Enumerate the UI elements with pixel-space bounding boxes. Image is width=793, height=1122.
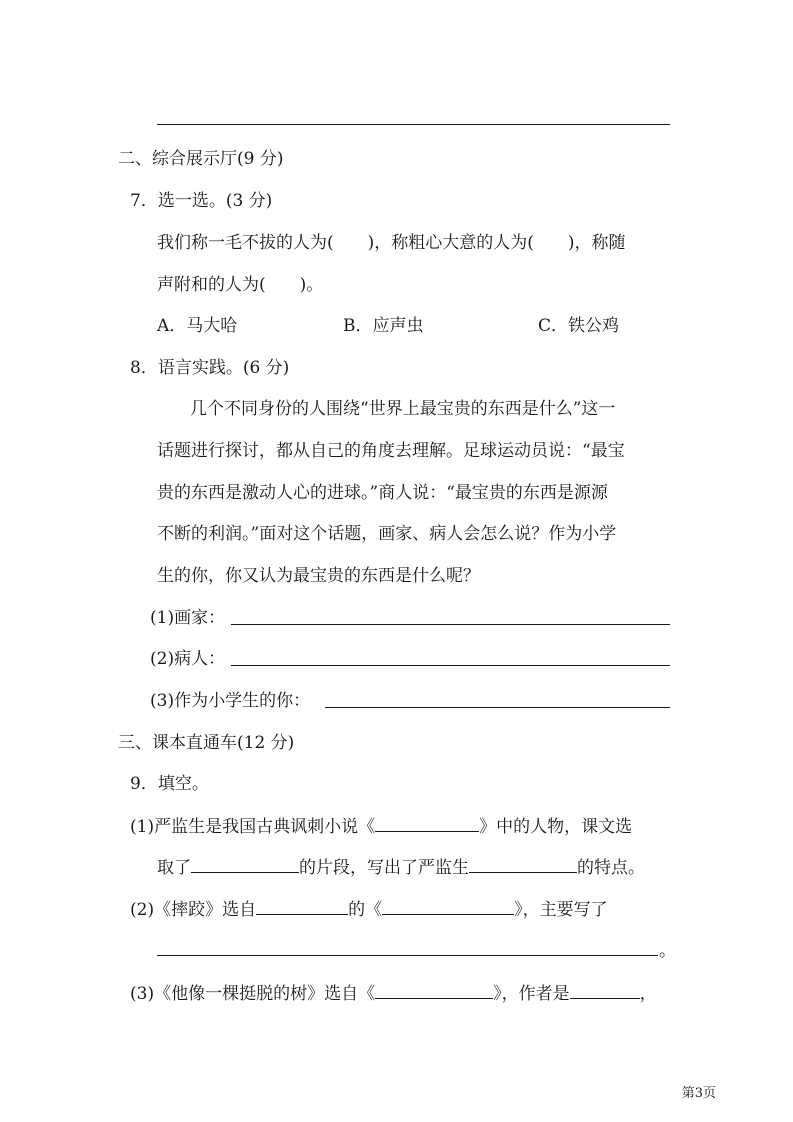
q9-p1-blank-trait[interactable]: [469, 856, 577, 873]
q9-p3-text-b: 》，作者是: [493, 984, 570, 1004]
q9-p2-blank-author[interactable]: [256, 898, 348, 915]
q8-paragraph-line: 不断的利润。”面对这个话题，画家、病人会怎么说？作为小学: [157, 524, 617, 544]
q7-option-a[interactable]: A．马大哈: [157, 316, 238, 336]
q7-text-b: )，称粗心大意的人为(: [367, 233, 534, 253]
q7-line2: [157, 274, 323, 296]
section2-heading: 二、综合展示厅(9 分): [118, 149, 284, 169]
q9-p2-end: 。: [659, 941, 676, 961]
q7-line1: [157, 232, 626, 254]
page-number: 第3页: [681, 1086, 716, 1101]
q9-p3-blank-book[interactable]: [375, 982, 493, 999]
q9-p2-blank-book[interactable]: [382, 898, 514, 915]
q8-paragraph-line: 话题进行探讨，都从自己的角度去理解。足球运动员说：“最宝: [157, 441, 625, 461]
q9-p1-text-e: 的特点。: [577, 858, 645, 878]
q7-text-c: )，称随: [567, 233, 626, 253]
q8-sub1-label: (1)画家：: [150, 608, 226, 628]
q9-p3-text-a: (3)《他像一棵挺脱的树》选自《: [130, 984, 376, 1004]
q9-p2-answer-line[interactable]: [157, 955, 658, 956]
q7-title: 7．选一选。(3 分): [130, 191, 273, 211]
q8-paragraph-line: 贵的东西是激动人心的进球。”商人说：“最宝贵的东西是源源: [157, 483, 608, 503]
q9-p3-blank-author[interactable]: [570, 982, 640, 999]
q9-p1-text-a: (1)严监生是我国古典讽刺小说《: [130, 817, 376, 837]
q9-p1-text-b: 》中的人物，课文选: [479, 817, 633, 837]
q9-p2-text-a: (2)《摔跤》选自: [130, 900, 257, 920]
q7-text-d: 声附和的人为(: [157, 275, 266, 295]
q9-p1-text-d: 的片段，写出了严监生: [299, 858, 469, 878]
q9-part1-line2: [157, 856, 645, 879]
section3-heading: 三、课本直通车(12 分): [118, 733, 295, 753]
q7-option-b[interactable]: B．应声虫: [343, 316, 424, 336]
q9-p1-text-c: 取了: [157, 858, 191, 878]
q8-sub3-answer-line[interactable]: [325, 707, 670, 708]
q9-part3-line1: [130, 982, 657, 1005]
q9-part1-line1: [130, 815, 632, 838]
q7-option-c[interactable]: C．铁公鸡: [538, 316, 620, 336]
answer-line-top[interactable]: [157, 124, 670, 125]
q8-sub3-label: (3)作为小学生的你：: [150, 691, 311, 711]
q9-p3-text-c: ，: [639, 984, 657, 1004]
q8-paragraph-line: 生的你，你又认为最宝贵的东西是什么呢？: [157, 566, 480, 586]
q9-part2-line1: [130, 898, 608, 921]
q9-p2-text-b: 的《: [348, 900, 383, 920]
q8-sub1-answer-line[interactable]: [231, 624, 670, 625]
q9-title: 9．填空。: [130, 774, 209, 794]
q8-title: 8．语言实践。(6 分): [130, 358, 290, 378]
q9-p1-blank-excerpt[interactable]: [191, 856, 299, 873]
q9-p1-blank-book[interactable]: [375, 815, 479, 832]
q9-p2-text-c: 》，主要写了: [514, 900, 608, 920]
q8-sub2-label: (2)病人：: [150, 649, 226, 669]
q8-paragraph-line: 几个不同身份的人围绕“世界上最宝贵的东西是什么”这一: [190, 399, 616, 419]
q7-text-a: 我们称一毛不拔的人为(: [157, 233, 334, 253]
q8-sub2-answer-line[interactable]: [231, 665, 670, 666]
q7-text-e: )。: [299, 275, 324, 295]
